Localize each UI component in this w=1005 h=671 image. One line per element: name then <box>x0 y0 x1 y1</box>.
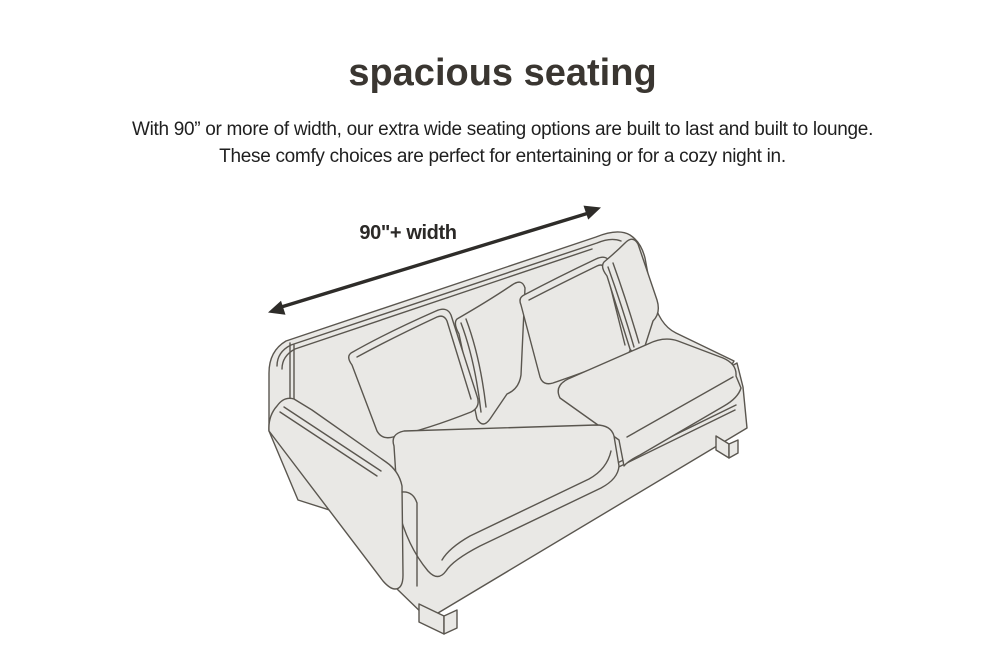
arrow-label: 90"+ width <box>359 222 457 244</box>
arrow-head-left <box>268 301 286 315</box>
page-title: spacious seating <box>348 52 657 94</box>
description-line-2: These comfy choices are perfect for entertaining or for a cozy night in. <box>219 146 786 167</box>
arrow-head-right <box>584 206 602 220</box>
description-line-1: With 90” or more of width, our extra wide seating options are built to last and built to lounge. <box>131 119 874 140</box>
sofa <box>269 232 747 634</box>
